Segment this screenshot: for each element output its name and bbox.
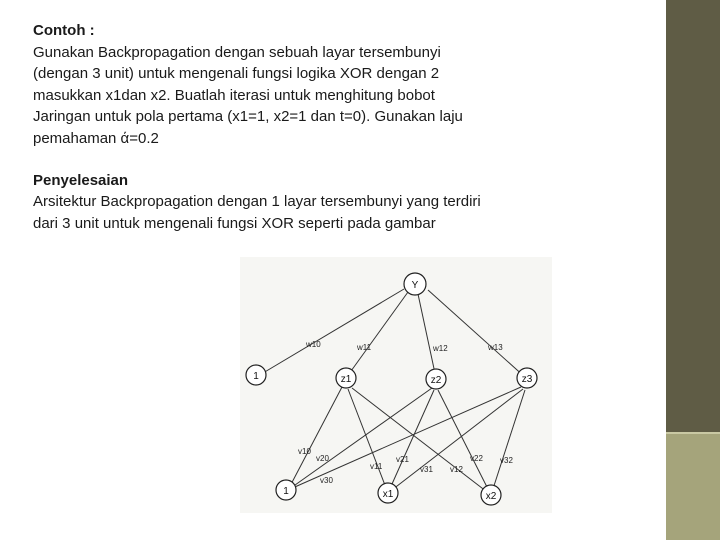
label-z1: z1 [340,374,352,385]
solution-line: dari 3 unit untuk mengenali fungsi XOR seperti pada gambar [33,214,436,232]
sidebar-accent-dark [666,0,720,432]
edge-v11 [348,389,388,493]
weight-label: v10 [298,447,311,456]
edge-w13 [428,290,526,378]
weight-label: v11 [370,462,383,471]
edge-v22 [438,390,491,495]
weight-label: v32 [500,456,513,465]
edge-v21 [388,390,434,493]
network-diagram [240,257,552,513]
connections [258,289,526,495]
solution-line: Arsitektur Backpropagation dengan 1 layar tersembunyi yang terdiri [33,193,481,211]
label-x2: x2 [485,491,497,502]
weight-label: v21 [396,455,409,464]
label-bias-input: 1 [283,486,289,497]
label-z3: z3 [521,374,533,385]
example-line: Jaringan untuk pola pertama (x1=1, x2=1 dan t=0). Gunakan laju [33,108,463,126]
weight-label: v30 [320,476,333,485]
node-circles [246,273,537,505]
label-z2: z2 [430,375,442,386]
weight-label: v31 [420,465,433,474]
sidebar-accent-divider [666,432,720,434]
weight-label: v12 [450,465,463,474]
edge-v10 [288,387,342,490]
weight-label: v22 [470,454,483,463]
edge-w12 [418,294,436,378]
example-line: (dengan 3 unit) untuk mengenali fungsi logika XOR dengan 2 [33,65,440,83]
weight-label: w13 [488,343,503,352]
edge-v32 [491,390,525,495]
weight-labels [298,340,513,485]
sidebar-accent-light [666,432,720,540]
weight-label: v20 [316,454,329,463]
example-heading: Contoh : [33,22,95,39]
example-line: pemahaman ά=0.2 [33,129,159,147]
label-x1: x1 [382,489,394,500]
edge-v30 [288,387,521,490]
edge-v12 [352,388,491,495]
edge-v20 [288,388,432,490]
slide-text [33,20,593,234]
edge-w10 [258,289,404,376]
label-bias-hidden: 1 [253,371,259,382]
example-line: masukkan x1dan x2. Buatlah iterasi untuk menghitung bobot [33,86,435,104]
solution-heading: Penyelesaian [33,171,129,189]
weight-label: w12 [433,344,448,353]
weight-label: w10 [306,340,321,349]
weight-label: w11 [357,343,372,352]
label-y: Y [411,280,419,291]
example-line: Gunakan Backpropagation dengan sebuah layar tersembunyi [33,43,441,61]
network-svg [240,257,552,513]
